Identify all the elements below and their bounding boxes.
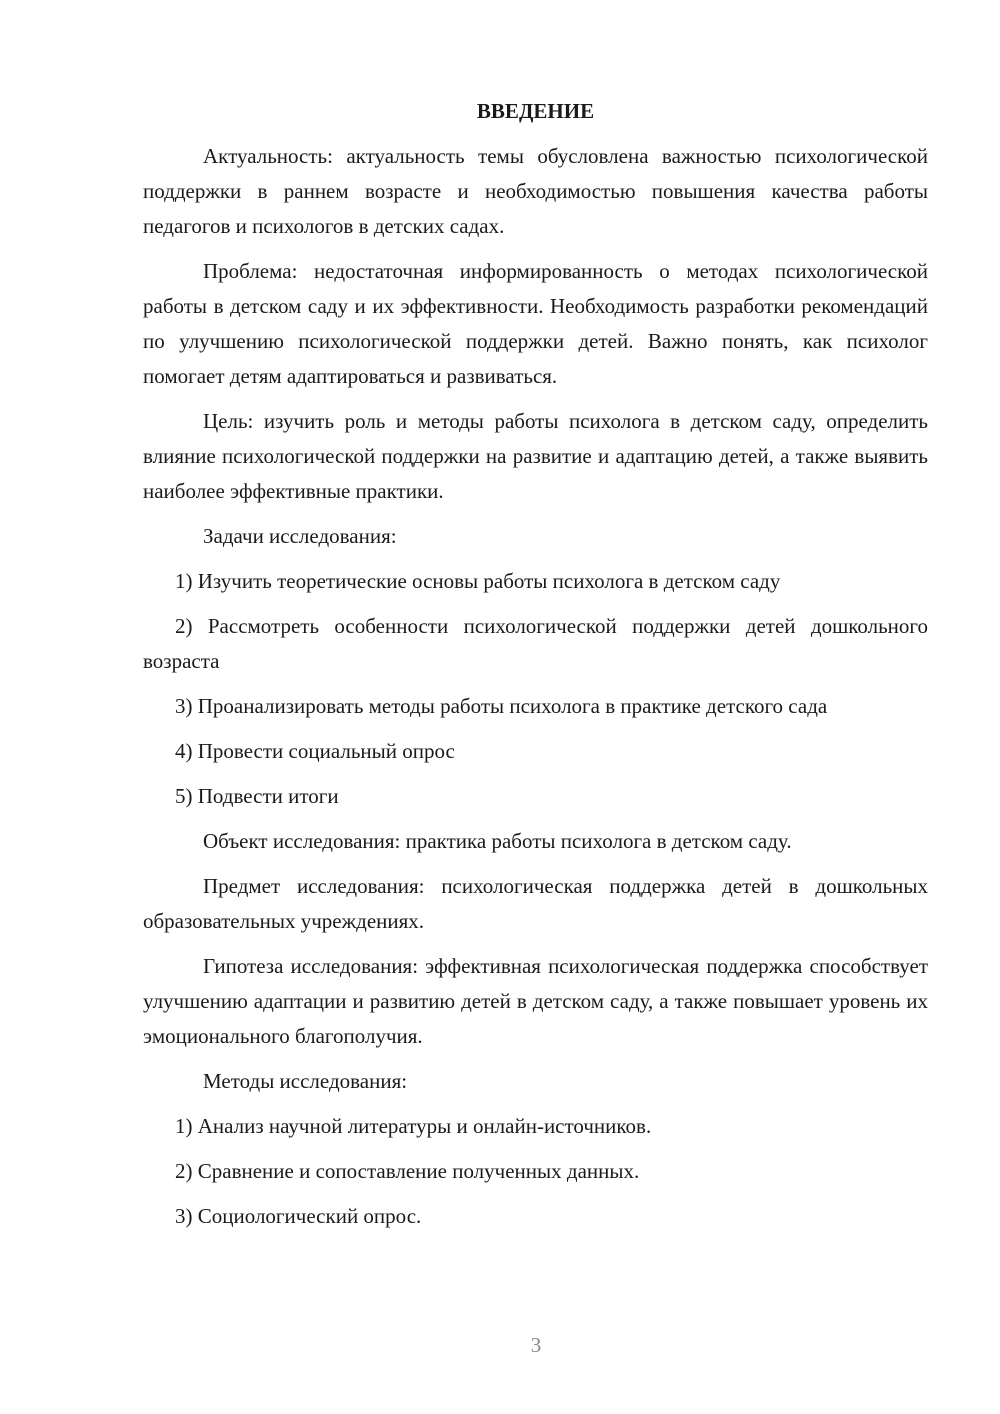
tasks-heading: Задачи исследования: <box>203 524 397 548</box>
page-number: 3 <box>530 1333 542 1357</box>
task-item: 3) Проанализировать методы работы психолога в практике детского сада <box>175 694 828 718</box>
task-item: 5) Подвести итоги <box>175 784 339 808</box>
relevance-paragraph: Актуальность: актуальность темы обусловлена важностью психологической поддержки в раннем возрасте и необходимостью повышения качества работы педагогов и психологов в детских садах. <box>143 144 928 238</box>
object-paragraph: Объект исследования: практика работы психолога в детском саду. <box>203 829 792 853</box>
hypothesis-paragraph: Гипотеза исследования: эффективная психологическая поддержка способствует улучшению адаптации и развитию детей в детском саду, а также повышает уровень их эмоционального благополучия. <box>143 954 928 1048</box>
subject-paragraph: Предмет исследования: психологическая поддержка детей в дошкольных образовательных учреждениях. <box>143 874 928 933</box>
task-item: 1) Изучить теоретические основы работы психолога в детском саду <box>175 569 781 593</box>
method-item: 3) Социологический опрос. <box>175 1204 422 1228</box>
method-item: 1) Анализ научной литературы и онлайн-источников. <box>175 1114 652 1138</box>
task-item: 4) Провести социальный опрос <box>175 739 455 763</box>
methods-heading: Методы исследования: <box>203 1069 408 1093</box>
problem-paragraph: Проблема: недостаточная информированность о методах психологической работы в детском саду и их эффективности. Необходимость разработки рекомендаций по улучшению психологической поддержки детей. Важно понять, как психолог помогает детям адаптироваться и развиваться. <box>143 259 928 388</box>
goal-paragraph: Цель: изучить роль и методы работы психолога в детском саду, определить влияние психологической поддержки на развитие и адаптацию детей, а также выявить наиболее эффективные практики. <box>143 409 928 503</box>
method-item: 2) Сравнение и сопоставление полученных данных. <box>175 1159 640 1183</box>
document-page <box>143 94 928 1244</box>
task-item: 2) Рассмотреть особенности психологической поддержки детей дошкольного возраста <box>143 614 928 673</box>
section-title: ВВЕДЕНИЕ <box>476 99 595 123</box>
